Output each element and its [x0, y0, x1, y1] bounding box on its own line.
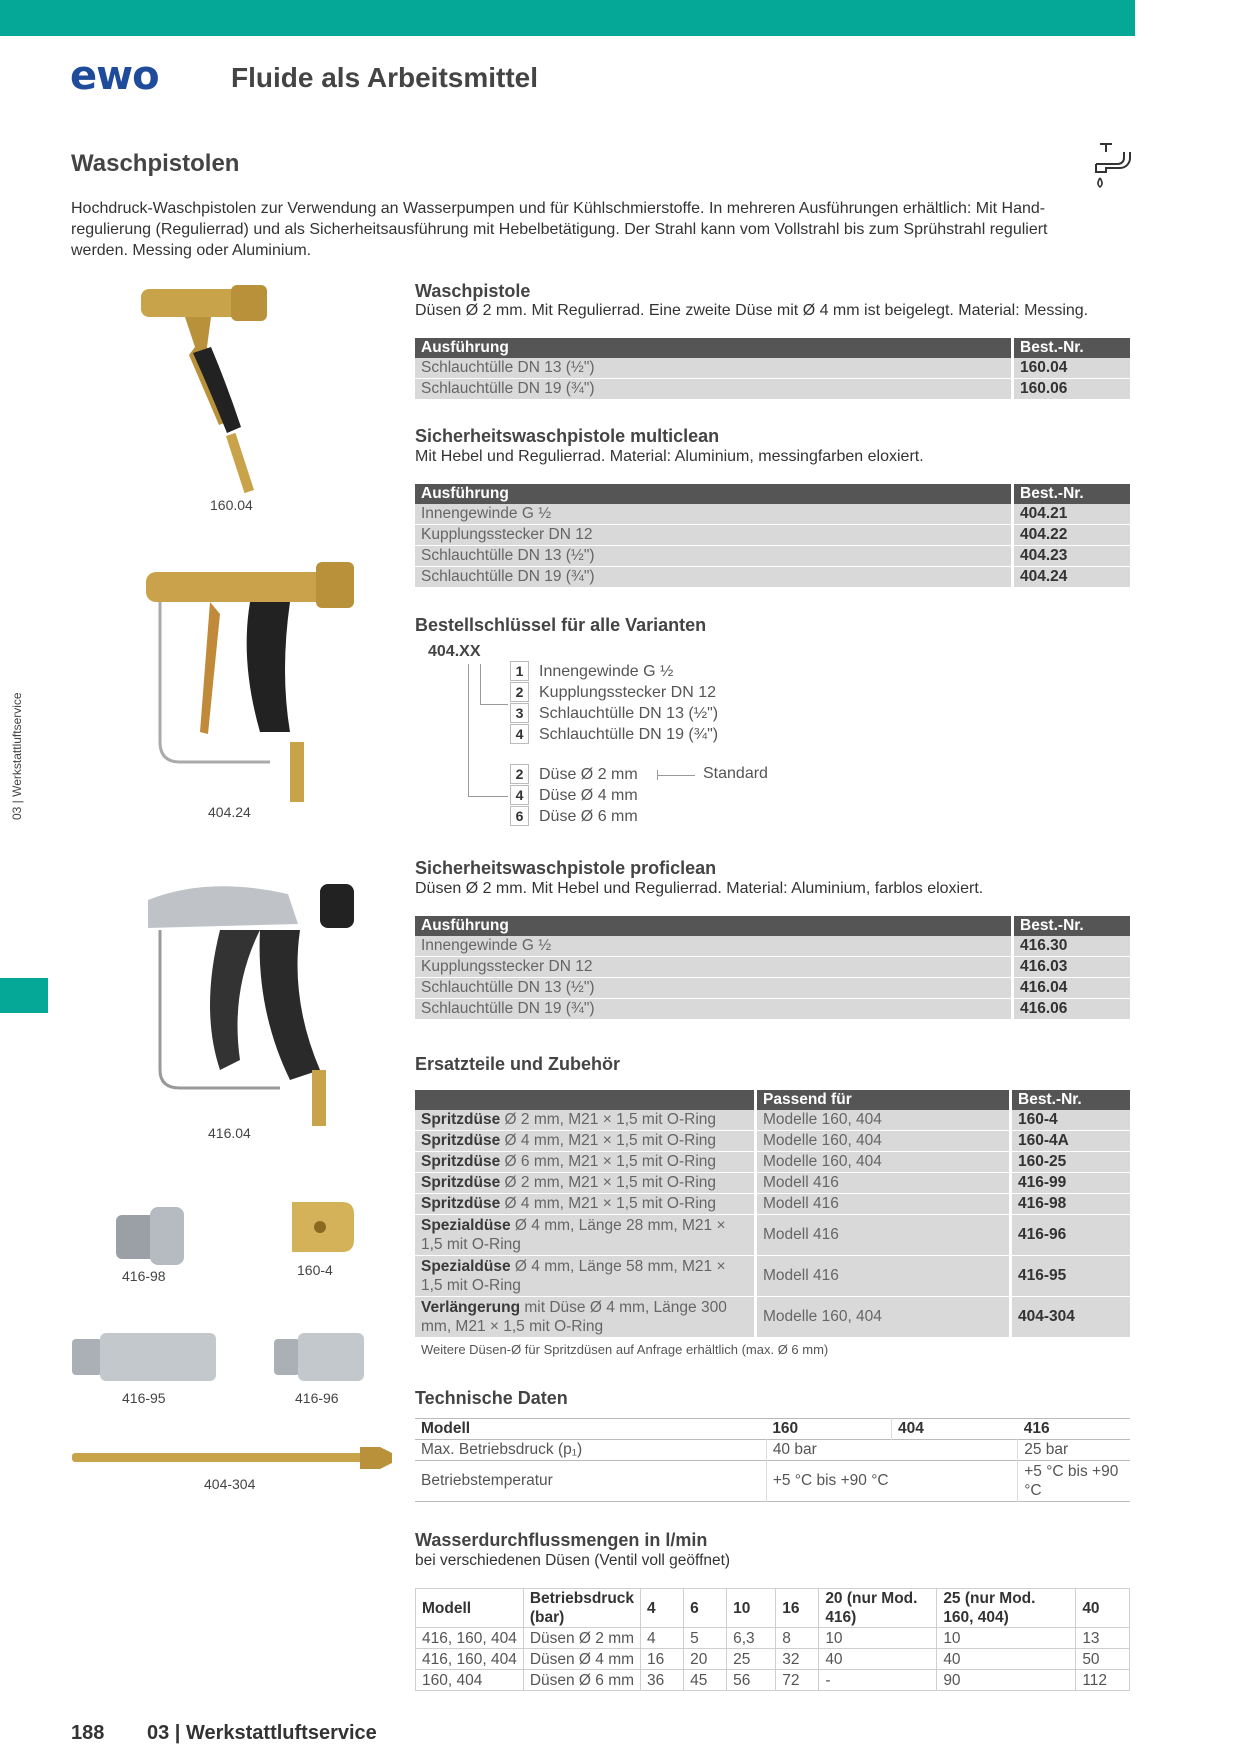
table-row	[415, 546, 1130, 567]
spare-parts-note: Weitere Düsen-Ø für Spritzdüsen auf Anfrage erhältlich (max. Ø 6 mm)	[421, 1342, 829, 1357]
cell-best-nr: 404.21	[1013, 504, 1131, 525]
cell-description	[415, 1152, 756, 1173]
cell-fit: Modelle 160, 404	[756, 1297, 1011, 1338]
product-desc-multiclean: Mit Hebel und Regulierrad. Material: Aluminium, messingfarben eloxiert.	[415, 448, 924, 465]
col-description	[415, 1090, 756, 1110]
cell-fit: Modelle 160, 404	[756, 1110, 1011, 1131]
order-key-connector	[480, 664, 481, 704]
cell-duese: Düsen Ø 4 mm	[523, 1649, 640, 1670]
image-label-416-96: 416-96	[295, 1390, 339, 1406]
col-best-nr: Best.-Nr.	[1011, 1090, 1131, 1110]
key-number: 2	[510, 682, 529, 702]
col-ausfuehrung: Ausführung	[415, 916, 1013, 936]
cell-value: 72	[776, 1670, 819, 1691]
cell-description	[415, 1256, 756, 1297]
cell-value-160-404: +5 °C bis +90 °C	[766, 1461, 1017, 1502]
cell-value-416: 25 bar	[1018, 1440, 1130, 1461]
image-label-416-95: 416-95	[122, 1390, 166, 1406]
table-spare-parts	[415, 1090, 1130, 1338]
cell-label: Max. Betriebsdruck (p₁)	[421, 1441, 583, 1458]
product-desc-waschpistole: Düsen Ø 2 mm. Mit Regulierrad. Eine zweite Düse mit Ø 4 mm ist beigelegt. Material: Messing.	[415, 302, 1089, 319]
order-key-connector	[468, 664, 469, 796]
product-image-404-304	[70, 1443, 395, 1473]
product-image-160-4	[282, 1192, 362, 1262]
tech-data-title: Technische Daten	[415, 1388, 568, 1408]
cell-value: 45	[684, 1670, 727, 1691]
col-ausfuehrung: Ausführung	[415, 338, 1013, 358]
cell-best-nr: 416-99	[1011, 1173, 1131, 1194]
cell-value: 13	[1076, 1628, 1130, 1649]
col-4-bar: 4	[641, 1589, 684, 1628]
cell-ausfuehrung: Innengewinde G ½	[415, 504, 1013, 525]
col-best-nr: Best.-Nr.	[1013, 916, 1131, 936]
order-key-connector	[480, 704, 508, 705]
table-row	[415, 1131, 1130, 1152]
col-ausfuehrung: Ausführung	[415, 484, 1013, 504]
key-option	[510, 703, 718, 724]
part-spec: Ø 6 mm, M21 × 1,5 mit O-Ring	[500, 1153, 717, 1170]
product-image-416-96	[272, 1325, 367, 1387]
cell-best-nr: 404.23	[1013, 546, 1131, 567]
image-label-160-04: 160.04	[210, 497, 253, 513]
cell-best-nr: 404.22	[1013, 525, 1131, 546]
key-number: 4	[510, 785, 529, 805]
footer-section: 03 | Werkstattluftservice	[147, 1722, 377, 1744]
key-text: Düse Ø 2 mm	[539, 766, 638, 783]
flow-subtitle: bei verschiedenen Düsen (Ventil voll geöffnet)	[415, 1552, 731, 1569]
table-row	[415, 1461, 1130, 1502]
part-type: Verlängerung	[421, 1299, 521, 1316]
key-option	[510, 764, 638, 785]
col-25-bar: 25 (nur Mod. 160, 404)	[937, 1589, 1076, 1628]
cell-fit: Modelle 160, 404	[756, 1152, 1011, 1173]
table-row	[416, 1628, 1130, 1649]
cell-ausfuehrung: Schlauchtülle DN 13 (½")	[415, 546, 1013, 567]
cell-value: 25	[727, 1649, 776, 1670]
table-row	[415, 936, 1130, 957]
cell-value: 16	[641, 1649, 684, 1670]
key-text: Düse Ø 6 mm	[539, 808, 638, 825]
col-20-bar: 20 (nur Mod. 416)	[819, 1589, 937, 1628]
spare-parts-title: Ersatzteile und Zubehör	[415, 1054, 621, 1074]
col-40-bar: 40	[1076, 1589, 1130, 1628]
cell-fit: Modell 416	[756, 1215, 1011, 1256]
cell-modell: 416, 160, 404	[416, 1649, 524, 1670]
part-spec: Ø 4 mm, Länge 28 mm, M21 × 1,5 mit O-Ring	[421, 1217, 726, 1253]
cell-value: 6,3	[727, 1628, 776, 1649]
key-text: Schlauchtülle DN 13 (½")	[539, 705, 719, 722]
col-416: 416	[1023, 1420, 1050, 1437]
cell-best-nr: 404-304	[1011, 1297, 1131, 1338]
cell-ausfuehrung: Kupplungsstecker DN 12	[415, 525, 1013, 546]
cell-value: 40	[819, 1649, 937, 1670]
key-option	[510, 785, 638, 806]
part-type: Spezialdüse	[421, 1217, 511, 1234]
cell-best-nr: 416.30	[1013, 936, 1131, 957]
order-key-title: Bestellschlüssel für alle Varianten	[415, 615, 707, 635]
table-row	[415, 1297, 1130, 1338]
table-waschpistole	[415, 338, 1130, 400]
col-160: 160	[766, 1419, 891, 1440]
table-flow	[415, 1588, 1130, 1691]
cell-value: 10	[819, 1628, 937, 1649]
cell-value: 50	[1076, 1649, 1130, 1670]
part-type: Spritzdüse	[421, 1195, 501, 1212]
table-row	[415, 1256, 1130, 1297]
flow-title: Wasserdurchflussmengen in l/min	[415, 1530, 708, 1550]
table-row	[415, 957, 1130, 978]
key-number: 2	[510, 764, 529, 784]
part-spec: Ø 2 mm, M21 × 1,5 mit O-Ring	[500, 1174, 717, 1191]
product-image-416-95	[70, 1325, 220, 1390]
col-best-nr: Best.-Nr.	[1013, 484, 1131, 504]
order-key-connector	[468, 796, 508, 797]
cell-best-nr: 416.04	[1013, 978, 1131, 999]
cell-duese: Düsen Ø 2 mm	[523, 1628, 640, 1649]
table-row	[415, 999, 1130, 1020]
order-key-code: 404.XX	[428, 643, 481, 660]
cell-description	[415, 1215, 756, 1256]
top-accent-bar	[0, 0, 1135, 36]
part-spec: Ø 2 mm, M21 × 1,5 mit O-Ring	[500, 1111, 717, 1128]
col-modell: Modell	[421, 1420, 471, 1437]
product-image-404-24	[140, 552, 360, 822]
product-image-160-04	[135, 283, 295, 513]
table-row	[415, 1215, 1130, 1256]
cell-best-nr: 404.24	[1013, 567, 1131, 588]
cell-fit: Modell 416	[756, 1194, 1011, 1215]
standard-label: Standard	[703, 765, 768, 782]
cell-best-nr: 416.06	[1013, 999, 1131, 1020]
standard-connector	[657, 775, 695, 776]
key-text: Kupplungsstecker DN 12	[539, 684, 716, 701]
cell-description	[415, 1194, 756, 1215]
cell-value: 8	[776, 1628, 819, 1649]
section-title: Waschpistolen	[71, 150, 240, 177]
image-label-416-04: 416.04	[208, 1125, 251, 1141]
col-6-bar: 6	[684, 1589, 727, 1628]
cell-description	[415, 1131, 756, 1152]
cell-value: 20	[684, 1649, 727, 1670]
table-row	[415, 1173, 1130, 1194]
image-label-404-24: 404.24	[208, 804, 251, 820]
cell-best-nr: 160-25	[1011, 1152, 1131, 1173]
table-header	[416, 1589, 1130, 1628]
key-option	[510, 724, 718, 745]
table-row	[415, 567, 1130, 588]
table-header	[415, 338, 1130, 358]
key-option	[510, 661, 718, 682]
cell-value: 36	[641, 1670, 684, 1691]
cell-label: Betriebstemperatur	[421, 1472, 553, 1489]
key-option	[510, 682, 718, 703]
cell-ausfuehrung: Schlauchtülle DN 19 (¾")	[415, 999, 1013, 1020]
page-title: Fluide als Arbeitsmittel	[231, 62, 539, 93]
cell-duese: Düsen Ø 6 mm	[523, 1670, 640, 1691]
table-row	[415, 525, 1130, 546]
cell-fit: Modell 416	[756, 1173, 1011, 1194]
order-key-group-nozzle	[510, 764, 638, 827]
col-betriebsdruck: Betriebsdruck (bar)	[523, 1589, 640, 1628]
part-type: Spritzdüse	[421, 1153, 501, 1170]
product-title-proficlean: Sicherheitswaschpistole proficlean	[415, 858, 717, 878]
cell-value: 112	[1076, 1670, 1130, 1691]
cell-best-nr: 416.03	[1013, 957, 1131, 978]
product-image-416-98	[110, 1195, 190, 1275]
cell-ausfuehrung: Innengewinde G ½	[415, 936, 1013, 957]
table-header	[415, 1419, 1130, 1440]
key-text: Innengewinde G ½	[539, 663, 674, 680]
col-best-nr: Best.-Nr.	[1013, 338, 1131, 358]
cell-description	[415, 1110, 756, 1131]
col-16-bar: 16	[776, 1589, 819, 1628]
cell-ausfuehrung: Schlauchtülle DN 13 (½")	[415, 978, 1013, 999]
ewo-logo: ewo	[70, 53, 159, 99]
intro-text: Hochdruck-Waschpistolen zur Verwendung an Wasserpumpen und für Kühlschmierstoffe. In mehreren Ausführungen erhältlich: Mit Hand-regulierung (Regulierrad) und als Sicherheitsausführung mit Hebelbetätigung. Der Strahl kann vom Vollstrahl bis zum Sprühstrahl reguliert werden. Messing oder Aluminium.	[71, 200, 1048, 259]
image-label-404-304: 404-304	[204, 1476, 256, 1492]
cell-value: 10	[937, 1628, 1076, 1649]
cell-ausfuehrung: Schlauchtülle DN 13 (½")	[415, 358, 1013, 379]
key-number: 6	[510, 806, 529, 826]
cell-value-160-404: 40 bar	[766, 1440, 1017, 1461]
cell-best-nr: 416-96	[1011, 1215, 1131, 1256]
col-10-bar: 10	[727, 1589, 776, 1628]
table-header	[415, 1090, 1130, 1110]
part-type: Spritzdüse	[421, 1174, 501, 1191]
cell-best-nr: 160-4	[1011, 1110, 1131, 1131]
cell-fit: Modelle 160, 404	[756, 1131, 1011, 1152]
cell-ausfuehrung: Kupplungsstecker DN 12	[415, 957, 1013, 978]
sidebar-chapter-label: 03 | Werkstattluftservice	[10, 692, 24, 820]
table-proficlean	[415, 916, 1130, 1020]
col-modell: Modell	[416, 1589, 524, 1628]
cell-best-nr: 160-4A	[1011, 1131, 1131, 1152]
part-type: Spritzdüse	[421, 1111, 501, 1128]
cell-value: -	[819, 1670, 937, 1691]
part-spec: Ø 4 mm, Länge 58 mm, M21 × 1,5 mit O-Ring	[421, 1258, 726, 1294]
part-type: Spritzdüse	[421, 1132, 501, 1149]
table-row	[416, 1649, 1130, 1670]
page-number: 188	[71, 1722, 105, 1744]
key-text: Schlauchtülle DN 19 (¾")	[539, 726, 719, 743]
col-passend-fuer: Passend für	[756, 1090, 1011, 1110]
table-row	[415, 978, 1130, 999]
product-image-416-04	[140, 870, 360, 1140]
part-type: Spezialdüse	[421, 1258, 511, 1275]
cell-modell: 160, 404	[416, 1670, 524, 1691]
cell-value: 32	[776, 1649, 819, 1670]
cell-value: 5	[684, 1628, 727, 1649]
key-number: 4	[510, 724, 529, 744]
cell-value: 56	[727, 1670, 776, 1691]
table-row	[415, 358, 1130, 379]
cell-value: 40	[937, 1649, 1076, 1670]
part-spec: mit Düse Ø 4 mm, Länge 300 mm, M21 × 1,5 mit O-Ring	[421, 1299, 727, 1335]
water-tap-icon	[1090, 142, 1136, 192]
key-text: Düse Ø 4 mm	[539, 787, 638, 804]
part-spec: Ø 4 mm, M21 × 1,5 mit O-Ring	[500, 1195, 717, 1212]
table-multiclean	[415, 484, 1130, 588]
cell-description	[415, 1173, 756, 1194]
cell-ausfuehrung: Schlauchtülle DN 19 (¾")	[415, 567, 1013, 588]
cell-best-nr: 160.06	[1013, 379, 1131, 400]
product-desc-proficlean: Düsen Ø 2 mm. Mit Hebel und Regulierrad. Material: Aluminium, farblos eloxiert.	[415, 880, 984, 897]
cell-ausfuehrung: Schlauchtülle DN 19 (¾")	[415, 379, 1013, 400]
col-404: 404	[898, 1420, 924, 1437]
table-row	[415, 1152, 1130, 1173]
image-label-416-98: 416-98	[122, 1268, 166, 1284]
sidebar-chapter-marker	[0, 978, 48, 1013]
table-row	[415, 1440, 1130, 1461]
key-option	[510, 806, 638, 827]
table-row	[415, 504, 1130, 525]
cell-best-nr: 160.04	[1013, 358, 1131, 379]
cell-best-nr: 416-95	[1011, 1256, 1131, 1297]
standard-connector	[657, 770, 658, 780]
table-header	[415, 916, 1130, 936]
cell-value: 4	[641, 1628, 684, 1649]
cell-value-416: +5 °C bis +90 °C	[1018, 1461, 1130, 1502]
cell-value: 90	[937, 1670, 1076, 1691]
table-row	[415, 1194, 1130, 1215]
cell-description	[415, 1297, 756, 1338]
cell-modell: 416, 160, 404	[416, 1628, 524, 1649]
product-title-waschpistole: Waschpistole	[415, 281, 531, 301]
table-row	[415, 1110, 1130, 1131]
table-row	[416, 1670, 1130, 1691]
part-spec: Ø 4 mm, M21 × 1,5 mit O-Ring	[500, 1132, 717, 1149]
product-title-multiclean: Sicherheitswaschpistole multiclean	[415, 426, 720, 446]
cell-fit: Modell 416	[756, 1256, 1011, 1297]
image-label-160-4: 160-4	[297, 1262, 333, 1278]
key-number: 3	[510, 703, 529, 723]
table-row	[415, 379, 1130, 400]
key-number: 1	[510, 661, 529, 681]
cell-best-nr: 416-98	[1011, 1194, 1131, 1215]
table-tech-data	[415, 1418, 1130, 1502]
table-header	[415, 484, 1130, 504]
order-key-group-variant	[510, 661, 718, 745]
